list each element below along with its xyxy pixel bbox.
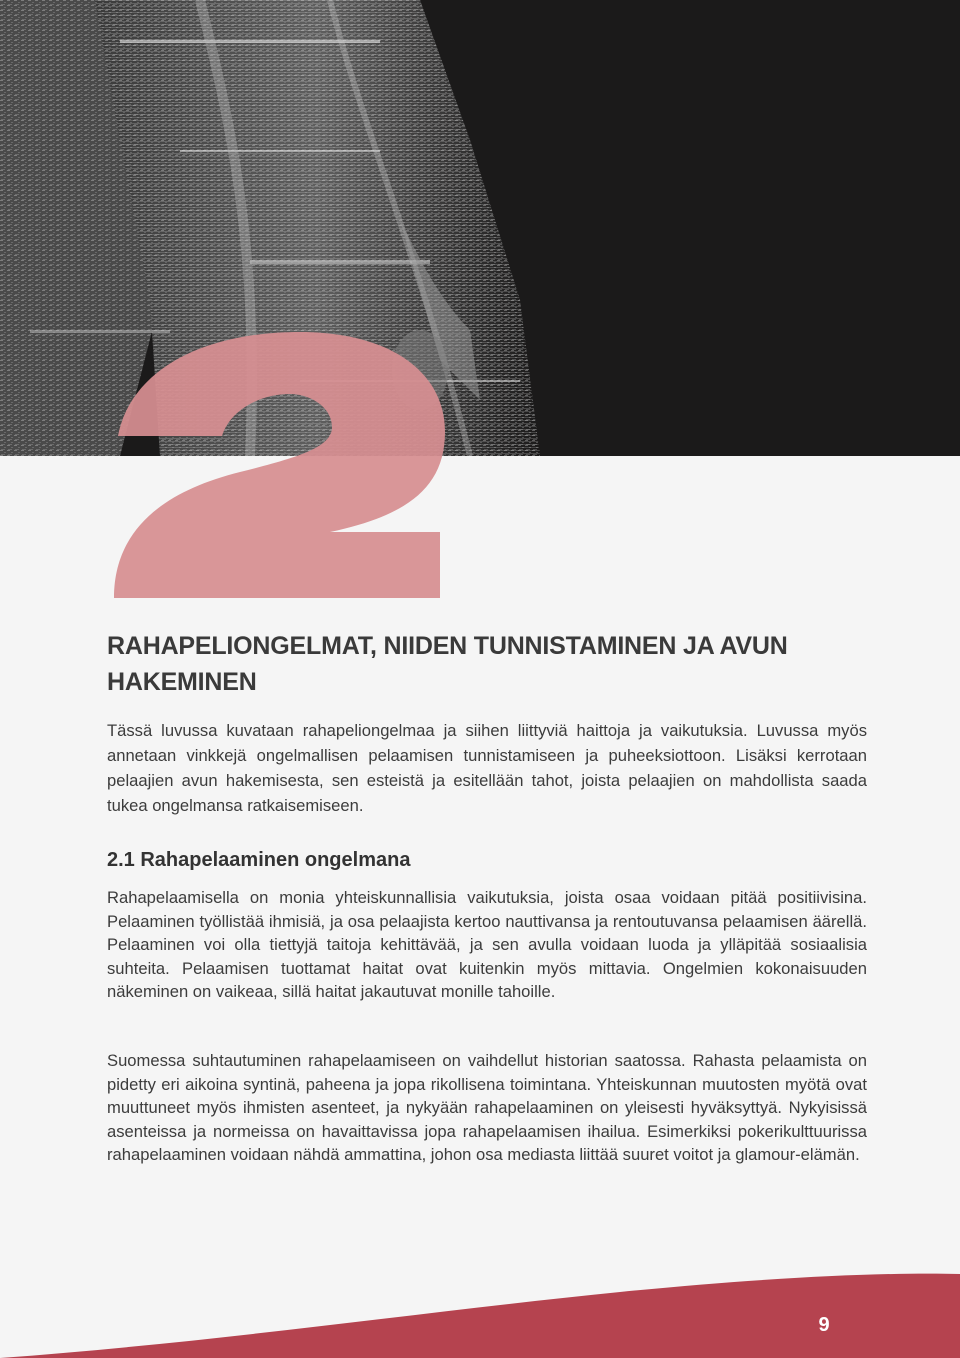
chapter-intro: Tässä luvussa kuvataan rahapeliongelmaa ja siihen liittyviä haittoja ja vaikutuksia. Luvussa myös annetaan vinkkejä ongelmallisen pelaamisen tunnistamiseen ja puheeksiottoon. Lisäksi kerrotaan pelaajien avun hakemisesta, sen esteistä ja esitellään tahot, joista pelaajien on mahdollista saada tukea ongelmansa ratkaisemiseen. [107,721,867,815]
page-number: 9 [818,1314,830,1336]
section-paragraph-2: Suomessa suhtautuminen rahapelaamiseen on vaihdellut historian saatossa. Rahasta pelaamista on pidetty eri aikoina syntinä, paheena ja jopa rikollisena toimintana. Yhteiskunnan muutosten myötä ovat muuttuneet myös ihmisten asenteet, ja nykyään rahapelaaminen on yleisesti hyväksyttyä. Nykyisissä asenteissa ja normeissa on havaittavissa jopa rahapelaamisen ihailua. Esimerkiksi pokerikulttuurissa rahapelaaminen voidaan nähdä ammattina, johon osa mediasta liittää suuret voitot ja glamour-elämän. [107,1051,867,1164]
chapter-title: RAHAPELIONGELMAT, NIIDEN TUNNISTAMINEN JA AVUN HAKEMINEN [107,632,788,696]
section-heading: 2.1 Rahapelaaminen ongelmana [107,849,411,871]
section-paragraph-1: Rahapelaamisella on monia yhteiskunnallisia vaikutuksia, joista osaa voidaan pitää positiivisina. Pelaaminen työllistää ihmisiä, ja osa pelaajista kertoo nauttivansa ja rentoutuvansa pelaamisen äärellä. Pelaaminen voi olla tiettyjä taitoja kehittävää, ja sen avulla voidaan luoda ja ylläpitää sosiaalisia suhteita. Pelaamisen tuottamat haitat ovat kuitenkin myös mittavia. Ongelmien kokonaisuuden näkeminen on vaikeaa, sillä haitat jakautuvat monille tahoille. [107,888,867,1001]
chapter-number-graphic [100,332,460,602]
